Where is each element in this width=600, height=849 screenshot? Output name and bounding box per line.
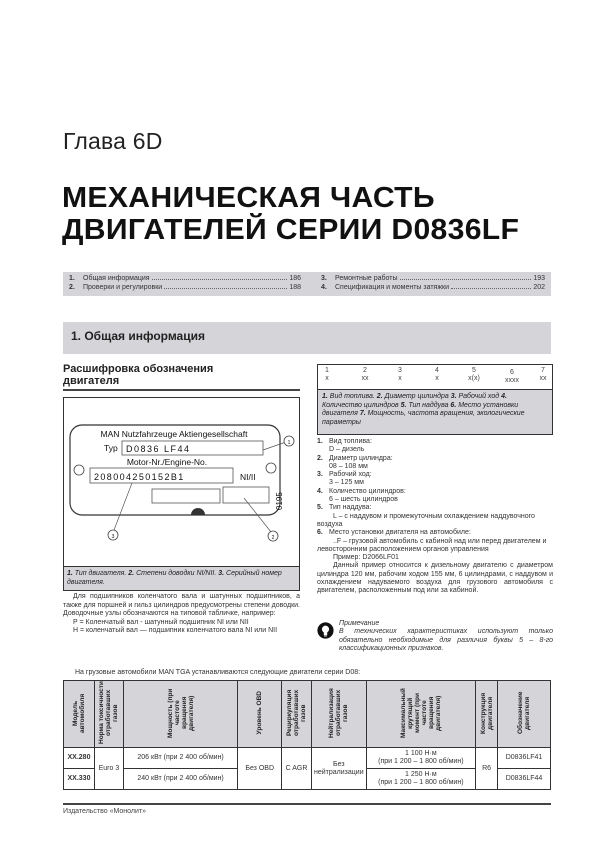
plate-engine-no-label: Motor-Nr./Engine-No. [126,457,208,467]
cell-designation: D0836LF41 [498,748,551,769]
plate-side-code: 0195 [275,492,284,510]
plate-engine-no-value: 208004250152B1 [94,472,185,482]
cell-designation: D0836LF44 [498,769,551,790]
cell-torque: 1 250 Н·м (при 1 200 – 1 800 об/мин) [366,769,476,790]
toc-leader [164,288,287,289]
cell-neutralization: Без нейтрализации [312,748,367,790]
example-text: Данный пример относится к дизельному двигателю с диаметром цилиндра 120 мм, рабочим ходом 155 мм, 6 цилиндрами, с наддувом и охлаждением надуваемого воздуха для грузового автомобиля с двигателем, расположенным под или за кабиной. [317,562,553,595]
column-header: Норма токсичности отработавших газов [94,681,123,748]
list-item: 6. Место установки двигателя на автомобиле: ..F – грузовой автомобиль с кабиной над или перед двигателем и левосторонним расположением органов управления [317,529,547,553]
column-header: Обозначение двигателя [498,681,551,748]
column-header: Мощность (при частоте вращения двигателя) [123,681,237,748]
decode-position: 4 x [435,367,439,382]
toc-label: Спецификация и моменты затяжки [335,284,450,291]
plate-typ-value: D0836 LF44 [126,444,191,454]
toc-label: Ремонтные работы [335,275,398,282]
paragraph: Для подшипников коленчатого вала и шатунных подшипников, а также для поршней и гильз цилиндров предусмотрены степени доводки. Доводочные узлы обозначаются на типовой табличке, например: [63,593,300,617]
cell-model: XX.330 [64,769,95,790]
toc-page: 202 [533,284,545,291]
toc-item[interactable] [69,275,301,284]
toc-leader [152,279,288,280]
engine-plate-illustration [64,398,298,566]
cell-power: 240 кВт (при 2 400 об/мин) [123,769,237,790]
table-intro: На грузовые автомобили MAN TGA устанавливаются следующие двигатели серии D08: [75,669,361,676]
column-header: Рециркуляция отработавших газов [282,681,312,748]
toc-number: 2. [69,284,75,291]
cell-model: XX.280 [64,748,95,769]
table-header-row [64,681,551,748]
toc-page: 188 [289,284,301,291]
plate-maker-text: MAN Nutzfahrzeuge Aktiengesellschaft [100,429,248,439]
page-title [62,182,519,246]
column-header: Конструкция двигателя [476,681,498,748]
toc-label: Общая информация [83,275,150,282]
list-item: 3. Рабочий ход: 3 – 125 мм [317,471,372,487]
toc-number: 1. [69,275,75,282]
toc-number: 3. [321,275,327,282]
table-of-contents [63,272,551,296]
column-header: Уровень OBD [238,681,282,748]
callout-2: 2 [271,535,275,541]
column-header: Максимальный крутящий момент (при частоте вращения двигателя) [366,681,476,748]
title-line-2: ДВИГАТЕЛЕЙ СЕРИИ D0836LF [62,214,520,246]
callout-1: 1 [287,440,291,446]
decode-position: 5 x(x) [468,367,480,382]
note-block [317,620,553,660]
decode-position: 3 x [398,367,402,382]
list-item: 4. Количество цилиндров: 6 – шесть цилиндров [317,487,406,504]
example-label: Пример: D2066LF01 [333,554,399,562]
toc-item[interactable] [321,284,545,293]
cell-power: 206 кВт (при 2 400 об/мин) [123,748,237,769]
engine-table [63,680,551,790]
lightbulb-icon [317,622,334,639]
section-heading: 1. Общая информация [63,322,551,354]
designation-decode-box [317,364,553,435]
subsection-heading-line: Расшифровка обозначения [63,363,214,375]
toc-page: 186 [289,275,301,282]
decode-position: 6 xxxx [505,369,519,384]
footer-divider [63,803,551,805]
list-item: 5. Тип наддува: L – с наддувом и промежуточным охлаждением наддувочного воздуха [317,504,535,528]
cell-emission-norm: Euro 3 [94,748,123,790]
figure-caption: 1. Тип двигателя. 2. Степени доводки NI/NII. 3. Серийный номер двигателя. [64,566,299,590]
toc-number: 4. [321,284,327,291]
note-title: Примечание [339,620,380,627]
toc-item[interactable] [69,284,301,293]
table-row [64,748,551,769]
title-line-1: МЕХАНИЧЕСКАЯ ЧАСТЬ [62,182,435,214]
plate-ni-label: NI/II [240,472,256,482]
paragraph: P = Коленчатый вал - шатунный подшипник NI или NII [73,618,249,626]
toc-item[interactable] [321,275,545,284]
list-item: 1. Вид топлива: D – дизель [317,438,372,454]
toc-leader [400,279,532,280]
engine-plate-figure [63,397,300,591]
subsection-heading-line: двигателя [63,375,120,387]
cell-construction: R6 [476,748,498,790]
cell-obd: Без OBD [238,748,282,790]
designation-explanation-list [317,438,553,596]
decode-position: 1 x [325,367,329,382]
toc-page: 193 [533,275,545,282]
decode-position: 7 xx [539,367,547,382]
decode-position: 2 xx [361,367,369,382]
body-text-left [63,593,300,636]
callout-3: 3 [111,534,115,540]
toc-leader [451,288,531,289]
plate-typ-label: Typ [104,443,118,453]
decode-positions [318,365,552,389]
chapter-label: Глава 6D [63,128,163,154]
toc-label: Проверки и регулировки [83,284,163,291]
cell-torque: 1 100 Н·м (при 1 200 – 1 800 об/мин) [366,748,476,769]
subsection-heading [63,363,300,391]
paragraph: H = коленчатый вал — подшипник коленчатого вала NI или NII [73,627,278,634]
decode-legend: 1. Вид топлива. 2. Диаметр цилиндра 3. Рабочий ход 4. Количество цилиндров 5. Тип наддува 6. Место установки двигателя 7. Мощность, частота вращения, экологические параметры [318,389,552,434]
cell-egr: C AGR [282,748,312,790]
column-header: Модель автомобиля [64,681,95,748]
list-item: 2. Диаметр цилиндра: 08 – 108 мм [317,454,393,470]
note-text: В технических характеристиках используют только обязательно необходимые для различия буквы 5 – 8-го классификационных признаков. [339,628,553,652]
publisher-footer: Издательство «Монолит» [63,808,147,815]
column-header: Нейтрализация отработавших газов [312,681,367,748]
